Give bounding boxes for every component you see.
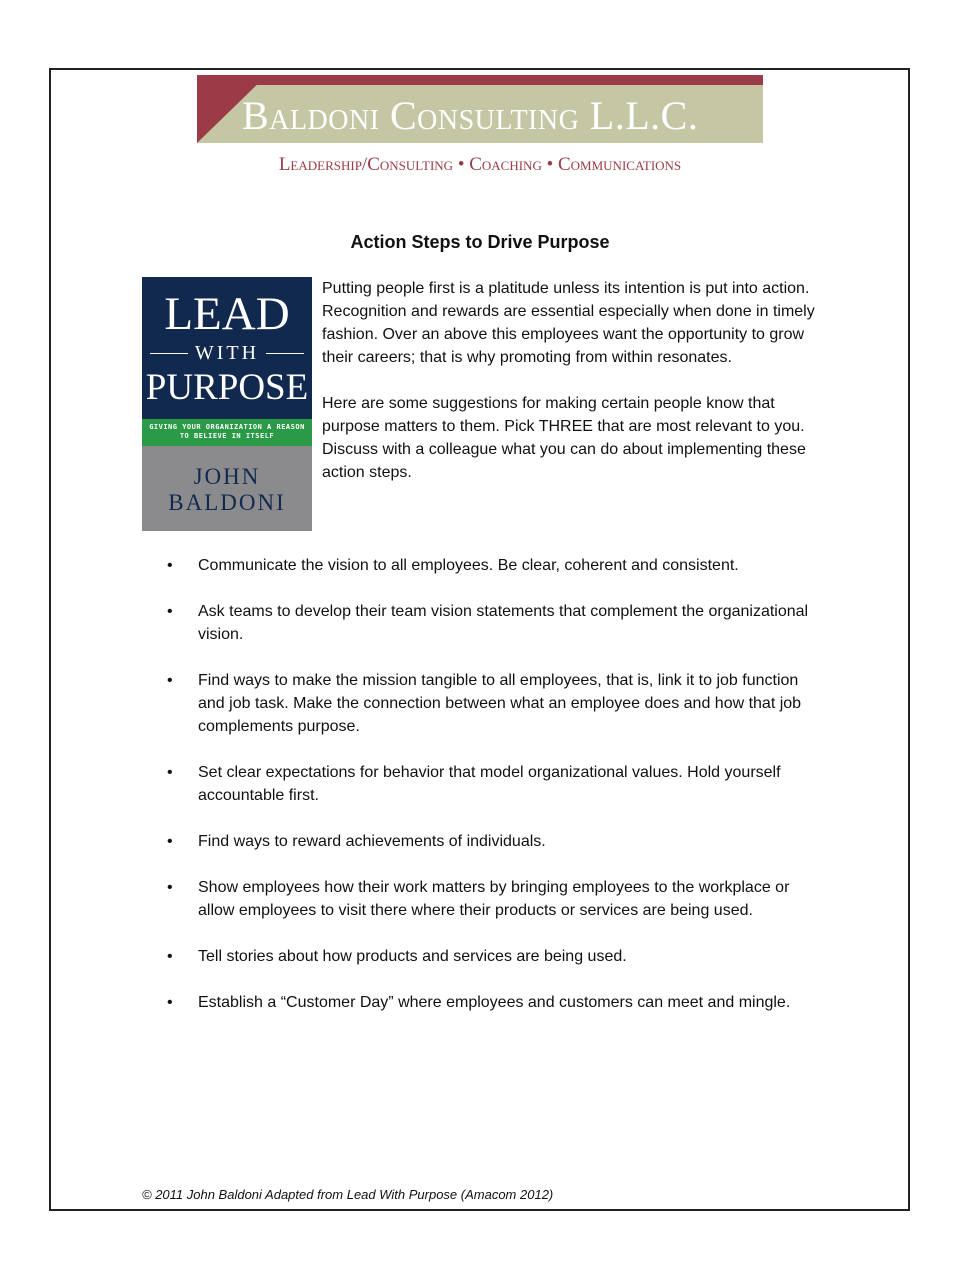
bullet-icon: • [167,879,173,896]
list-item [165,669,825,738]
list-item [165,830,825,853]
bullet-icon: • [167,603,173,620]
list-item-text: Find ways to make the mission tangible to all employees, that is, link it to job function and job task. Make the connection between what an employee does and how that job complements purpose. [198,672,802,735]
book-cover-image [142,277,312,531]
intro-text [322,277,818,507]
book-title-purpose: PURPOSE [145,367,309,408]
list-item [165,600,825,646]
book-title-lead: LEAD [164,288,290,340]
list-item [165,761,825,807]
bullet-icon: • [167,994,173,1011]
copyright-footer: © 2011 John Baldoni Adapted from Lead With Purpose (Amacom 2012) [142,1187,554,1202]
book-title-with: WITH [194,342,260,364]
list-item-text: Tell stories about how products and services are being used. [198,948,627,965]
list-item-text: Establish a “Customer Day” where employees and customers can meet and mingle. [198,994,791,1011]
book-rule-right [266,353,304,354]
list-item [165,876,825,922]
bullet-icon: • [167,557,173,574]
company-tagline: Leadership/Consulting • Coaching • Communications [278,154,682,175]
book-subtitle: GIVING YOUR ORGANIZATION A REASON TO BELIEVE IN ITSELF [149,423,305,440]
company-logo-banner [197,75,763,143]
page-title: Action Steps to Drive Purpose [350,232,610,252]
bullet-icon: • [167,833,173,850]
list-item-text: Set clear expectations for behavior that model organizational values. Hold yourself accountable first. [198,764,781,804]
list-item [165,554,825,577]
logo-stripe [197,75,763,85]
bullet-icon: • [167,764,173,781]
bullet-icon: • [167,672,173,689]
intro-paragraph-1: Putting people first is a platitude unless its intention is put into action. Recognition and rewards are essential especially when done in timely fashion. Over an above this employees want the opportunity to grow their careers; that is why promoting from within resonates. [322,280,815,366]
intro-paragraph-2: Here are some suggestions for making certain people know that purpose matters to them. Pick THREE that are most relevant to you. Discuss with a colleague what you can do about implementing these action steps. [322,395,806,481]
list-item-text: Show employees how their work matters by bringing employees to the workplace or allow employees to visit there where their products or services are being used. [198,879,790,919]
company-name: Baldoni Consulting L.L.C. [242,93,699,138]
list-item-text: Ask teams to develop their team vision statements that complement the organizational vision. [198,603,809,643]
action-steps-list [165,554,825,1037]
bullet-icon: • [167,948,173,965]
list-item [165,991,825,1014]
list-item [165,945,825,968]
list-item-text: Find ways to reward achievements of individuals. [198,833,546,850]
book-author: JOHN BALDONI [168,464,286,515]
list-item-text: Communicate the vision to all employees. Be clear, coherent and consistent. [198,557,739,574]
